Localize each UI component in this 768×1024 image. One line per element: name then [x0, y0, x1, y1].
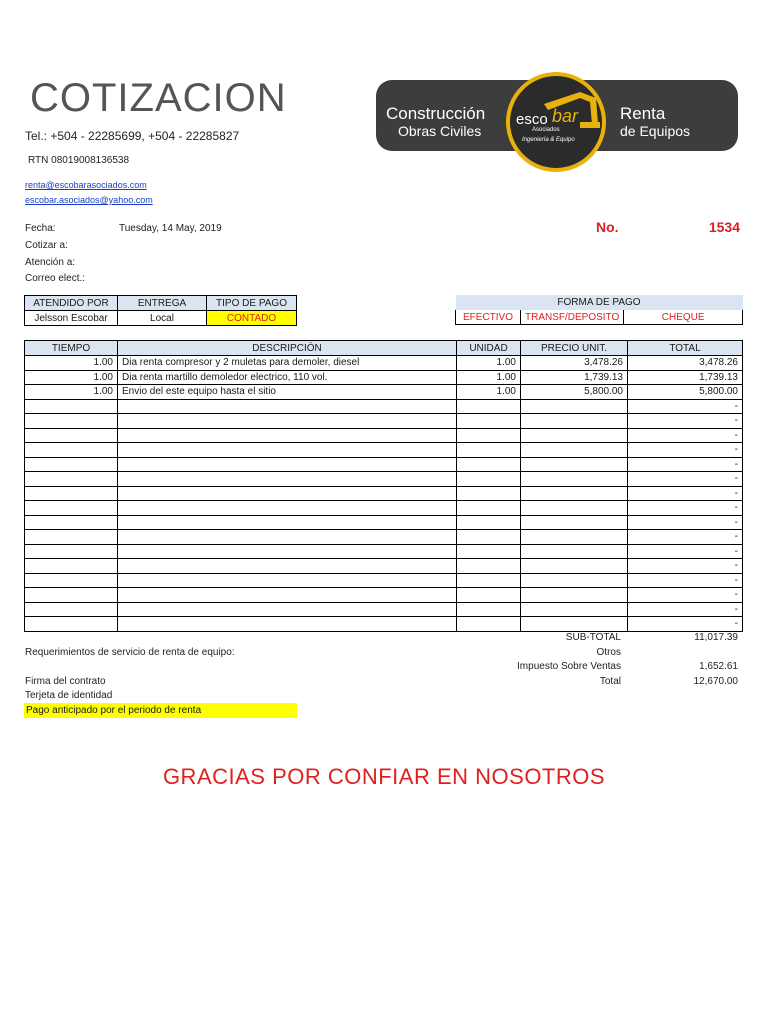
cell-total: -: [628, 457, 743, 472]
table-row: [25, 617, 743, 632]
cell-precio: [521, 486, 628, 501]
table-row: [25, 356, 743, 371]
cell-tiempo: [25, 414, 118, 429]
cell-descripcion: [118, 530, 457, 545]
cell-precio: [521, 602, 628, 617]
rtn-number: RTN 08019008136538: [28, 155, 130, 166]
logo-equipos-text: de Equipos: [620, 123, 691, 139]
cell-tiempo: [25, 559, 118, 574]
page-title: COTIZACION: [30, 76, 287, 120]
cell-unidad: 1.00: [457, 370, 521, 385]
table-row: [25, 457, 743, 472]
table-row: [25, 428, 743, 443]
logo-brand-esco: esco: [516, 111, 548, 128]
cell-total: -: [628, 486, 743, 501]
table-row: [25, 414, 743, 429]
cell-tiempo: [25, 515, 118, 530]
table-row: [25, 559, 743, 574]
tarjeta-note: Terjeta de identidad: [25, 690, 113, 701]
option-efectivo: EFECTIVO: [456, 310, 521, 325]
table-row: [25, 573, 743, 588]
cell-tiempo: [25, 602, 118, 617]
cell-descripcion: [118, 515, 457, 530]
cell-tiempo: [25, 617, 118, 632]
logo-construccion-text: Construcción: [386, 104, 486, 123]
cell-total: -: [628, 501, 743, 516]
cell-descripcion: Dia renta compresor y 2 muletas para demoler, diesel: [118, 356, 457, 371]
cell-total: 1,739.13: [628, 370, 743, 385]
cell-total: -: [628, 428, 743, 443]
cell-tiempo: [25, 399, 118, 414]
cell-unidad: [457, 457, 521, 472]
cell-descripcion: [118, 588, 457, 603]
table-row: [25, 530, 743, 545]
cell-tiempo: [25, 544, 118, 559]
fecha-label: Fecha:: [25, 223, 56, 234]
service-info-table: [24, 295, 297, 326]
payment-method-table: [455, 295, 743, 325]
cell-unidad: [457, 501, 521, 516]
col-entrega: ENTREGA: [118, 296, 207, 311]
cell-unidad: [457, 559, 521, 574]
cell-tiempo: [25, 588, 118, 603]
cell-descripcion: [118, 544, 457, 559]
cell-descripcion: [118, 573, 457, 588]
cell-unidad: [457, 515, 521, 530]
logo-renta-text: Renta: [620, 104, 666, 123]
entrega-value: Local: [118, 311, 207, 326]
cell-descripcion: [118, 472, 457, 487]
cell-total: -: [628, 602, 743, 617]
cell-tiempo: 1.00: [25, 385, 118, 400]
total-label: Total: [599, 676, 621, 687]
cell-precio: [521, 515, 628, 530]
impuesto-label: Impuesto Sobre Ventas: [517, 661, 621, 672]
subtotal-label: SUB-TOTAL: [565, 632, 621, 643]
table-row: [25, 443, 743, 458]
table-row: [25, 472, 743, 487]
cell-descripcion: [118, 617, 457, 632]
table-row: [25, 501, 743, 516]
cell-tiempo: [25, 530, 118, 545]
logo-brand-bar: bar: [552, 106, 579, 126]
col-unidad: UNIDAD: [457, 341, 521, 356]
cell-tiempo: [25, 457, 118, 472]
cell-descripcion: Dia renta martillo demoledor electrico, 110 vol.: [118, 370, 457, 385]
table-row: [25, 385, 743, 400]
cell-total: -: [628, 414, 743, 429]
cell-total: -: [628, 472, 743, 487]
cell-descripcion: [118, 501, 457, 516]
pago-anticipado-note: Pago anticipado por el periodo de renta: [24, 703, 297, 718]
cell-unidad: [457, 486, 521, 501]
cell-unidad: [457, 573, 521, 588]
cell-tiempo: [25, 486, 118, 501]
tipo-pago-value: CONTADO: [207, 311, 297, 326]
email-link-yahoo[interactable]: escobar.asociados@yahoo.com: [25, 195, 153, 205]
table-row: [25, 588, 743, 603]
cell-descripcion: [118, 486, 457, 501]
cell-descripcion: [118, 399, 457, 414]
cell-precio: [521, 428, 628, 443]
quote-number-label: No.: [596, 219, 619, 235]
col-tipo-pago: TIPO DE PAGO: [207, 296, 297, 311]
cell-precio: [521, 472, 628, 487]
cell-precio: 3,478.26: [521, 356, 628, 371]
table-row: [25, 399, 743, 414]
cell-unidad: [457, 602, 521, 617]
cell-tiempo: [25, 501, 118, 516]
cell-tiempo: 1.00: [25, 370, 118, 385]
atencion-label: Atención a:: [25, 257, 76, 268]
cell-unidad: 1.00: [457, 385, 521, 400]
cell-precio: [521, 414, 628, 429]
cell-unidad: 1.00: [457, 356, 521, 371]
cell-descripcion: [118, 443, 457, 458]
forma-pago-header: FORMA DE PAGO: [456, 295, 743, 310]
total-value: 12,670.00: [693, 676, 738, 687]
cell-precio: [521, 559, 628, 574]
cell-precio: [521, 588, 628, 603]
items-table: [24, 340, 743, 632]
table-row: [25, 544, 743, 559]
cell-tiempo: [25, 472, 118, 487]
cell-unidad: [457, 443, 521, 458]
cell-total: -: [628, 559, 743, 574]
cell-total: -: [628, 573, 743, 588]
thanks-message: GRACIAS POR CONFIAR EN NOSOTROS: [162, 764, 606, 789]
quote-number: 1534: [708, 219, 740, 235]
cell-descripcion: [118, 428, 457, 443]
cell-total: 5,800.00: [628, 385, 743, 400]
table-row: [25, 370, 743, 385]
impuesto-value: 1,652.61: [699, 661, 738, 672]
cell-total: -: [628, 588, 743, 603]
cell-precio: [521, 501, 628, 516]
cell-total: -: [628, 530, 743, 545]
cell-tiempo: [25, 443, 118, 458]
cell-precio: 1,739.13: [521, 370, 628, 385]
cell-descripcion: Envio del este equipo hasta el sitio: [118, 385, 457, 400]
cell-descripcion: [118, 602, 457, 617]
email-link-renta[interactable]: renta@escobarasociados.com: [25, 180, 147, 190]
cell-tiempo: 1.00: [25, 356, 118, 371]
cell-precio: [521, 573, 628, 588]
cotizar-label: Cotizar a:: [25, 240, 68, 251]
cell-precio: [521, 617, 628, 632]
col-total: TOTAL: [628, 341, 743, 356]
col-atendido: ATENDIDO POR: [25, 296, 118, 311]
table-row: [25, 515, 743, 530]
cell-precio: 5,800.00: [521, 385, 628, 400]
cell-total: -: [628, 443, 743, 458]
logo-tagline: Ingeniería & Equipo: [522, 137, 575, 143]
requerimientos-note: Requerimientos de servicio de renta de equipo:: [25, 647, 235, 658]
option-cheque: CHEQUE: [624, 310, 743, 325]
table-row: [25, 486, 743, 501]
subtotal-value: 11,017.39: [694, 632, 738, 643]
col-tiempo: TIEMPO: [25, 341, 118, 356]
col-descripcion: DESCRIPCIÓN: [118, 341, 457, 356]
firma-note: Firma del contrato: [25, 676, 106, 687]
table-row: [25, 602, 743, 617]
cell-descripcion: [118, 457, 457, 472]
cell-precio: [521, 530, 628, 545]
cell-tiempo: [25, 573, 118, 588]
cell-total: 3,478.26: [628, 356, 743, 371]
cell-precio: [521, 544, 628, 559]
cell-total: -: [628, 544, 743, 559]
cell-unidad: [457, 428, 521, 443]
otros-label: Otros: [596, 647, 621, 658]
fecha-value: Tuesday, 14 May, 2019: [119, 223, 222, 234]
cell-unidad: [457, 588, 521, 603]
cell-unidad: [457, 399, 521, 414]
cell-precio: [521, 457, 628, 472]
cell-tiempo: [25, 428, 118, 443]
cell-unidad: [457, 414, 521, 429]
cell-unidad: [457, 617, 521, 632]
phone-numbers: Tel.: +504 - 22285699, +504 - 22285827: [25, 129, 240, 143]
col-precio: PRECIO UNIT.: [521, 341, 628, 356]
cell-descripcion: [118, 559, 457, 574]
cell-descripcion: [118, 414, 457, 429]
cell-precio: [521, 443, 628, 458]
cell-total: -: [628, 515, 743, 530]
option-transferencia: TRANSF/DEPOSITO: [521, 310, 624, 325]
cell-precio: [521, 399, 628, 414]
logo-asociados: Asociados: [532, 127, 560, 133]
cell-unidad: [457, 544, 521, 559]
cell-total: -: [628, 399, 743, 414]
atendido-value: Jelsson Escobar: [25, 311, 118, 326]
correo-label: Correo elect.:: [25, 273, 86, 284]
cell-unidad: [457, 472, 521, 487]
cell-total: -: [628, 617, 743, 632]
logo-obras-text: Obras Civiles: [398, 123, 482, 139]
cell-unidad: [457, 530, 521, 545]
